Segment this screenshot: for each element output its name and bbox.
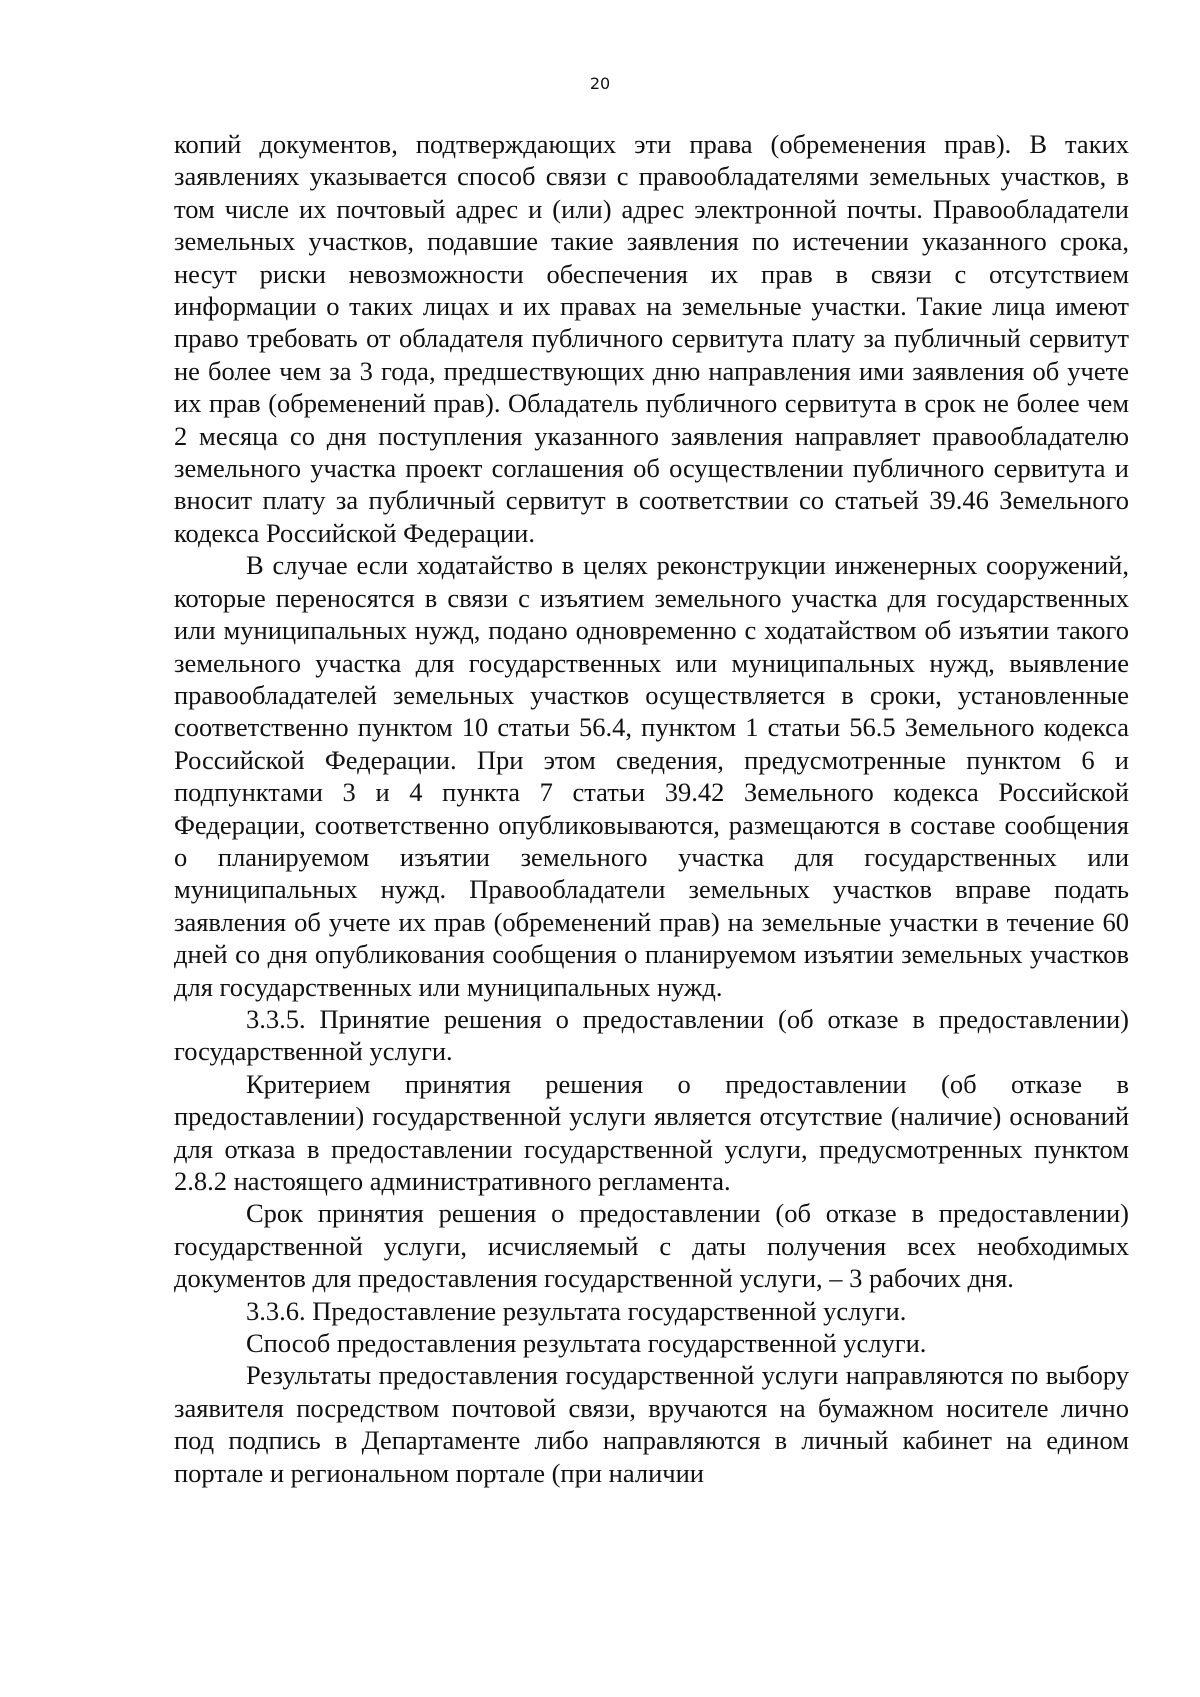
paragraph-delivery-method-heading: Способ предоставления результата государственной услуги. <box>246 1328 927 1359</box>
document-body <box>174 128 1129 1489</box>
paragraph-delivery-results: Результаты предоставления государственной услуги направляются по выбору заявителя посредством почтовой связи, вручаются на бумажном носителе лично под подпись в Департаменте либо направляются в личный кабинет на едином портале и региональном портале (при наличии <box>174 1360 1129 1488</box>
page-number: 20 <box>589 74 611 93</box>
section-heading-3-3-5: 3.3.5. Принятие решения о предоставлении (об отказе в предоставлении) государственной услуги. <box>174 1003 1129 1067</box>
paragraph-1: копий документов, подтверждающих эти права (обременения прав). В таких заявлениях указывается способ связи с правообладателями земельных участков, в том числе их почтовый адрес и (или) адрес электронной почты. Правообладатели земельных участков, подавшие такие заявления по истечении указанного срока, несут риски невозможности обеспечения их прав в связи с отсутствием информации о таких лицах и их правах на земельные участки. Такие лица имеют право требовать от обладателя публичного сервитута плату за публичный сервитут не более чем за 3 года, предшествующих дню направления ими заявления об учете их прав (обременений прав). Обладатель публичного сервитута в срок не более чем 2 месяца со дня поступления указанного заявления направляет правообладателю земельного участка проект соглашения об осуществлении публичного сервитута и вносит плату за публичный сервитут в соответствии со статьей 39.46 Земельного кодекса Российской Федерации. <box>174 129 1129 548</box>
paragraph-criteria: Критерием принятия решения о предоставлении (об отказе в предоставлении) государственной услуги является отсутствие (наличие) оснований для отказа в предоставлении государственной услуги, предусмотренных пунктом 2.8.2 настоящего административного регламента. <box>174 1068 1129 1196</box>
paragraph-2: В случае если ходатайство в целях реконструкции инженерных сооружений, которые переносятся в связи с изъятием земельного участка для государственных или муниципальных нужд, подано одновременно с ходатайством об изъятии такого земельного участка для государственных или муниципальных нужд, выявление правообладателей земельных участков осуществляется в сроки, установленные соответственно пунктом 10 статьи 56.4, пунктом 1 статьи 56.5 Земельного кодекса Российской Федерации. При этом сведения, предусмотренные пунктом 6 и подпунктами 3 и 4 пункта 7 статьи 39.42 Земельного кодекса Российской Федерации, соответственно опубликовываются, размещаются в составе сообщения о планируемом изъятии земельного участка для государственных или муниципальных нужд. Правообладатели земельных участков вправе подать заявления об учете их прав (обременений прав) на земельные участки в течение 60 дней со дня опубликования сообщения о планируемом изъятии земельных участков для государственных или муниципальных нужд. <box>174 550 1129 1002</box>
paragraph-decision-term: Срок принятия решения о предоставлении (об отказе в предоставлении) государственной услуги, исчисляемый с даты получения всех необходимых документов для предоставления государственной услуги, – 3 рабочих дня. <box>174 1198 1129 1294</box>
section-heading-3-3-6: 3.3.6. Предоставление результата государственной услуги. <box>246 1295 907 1326</box>
